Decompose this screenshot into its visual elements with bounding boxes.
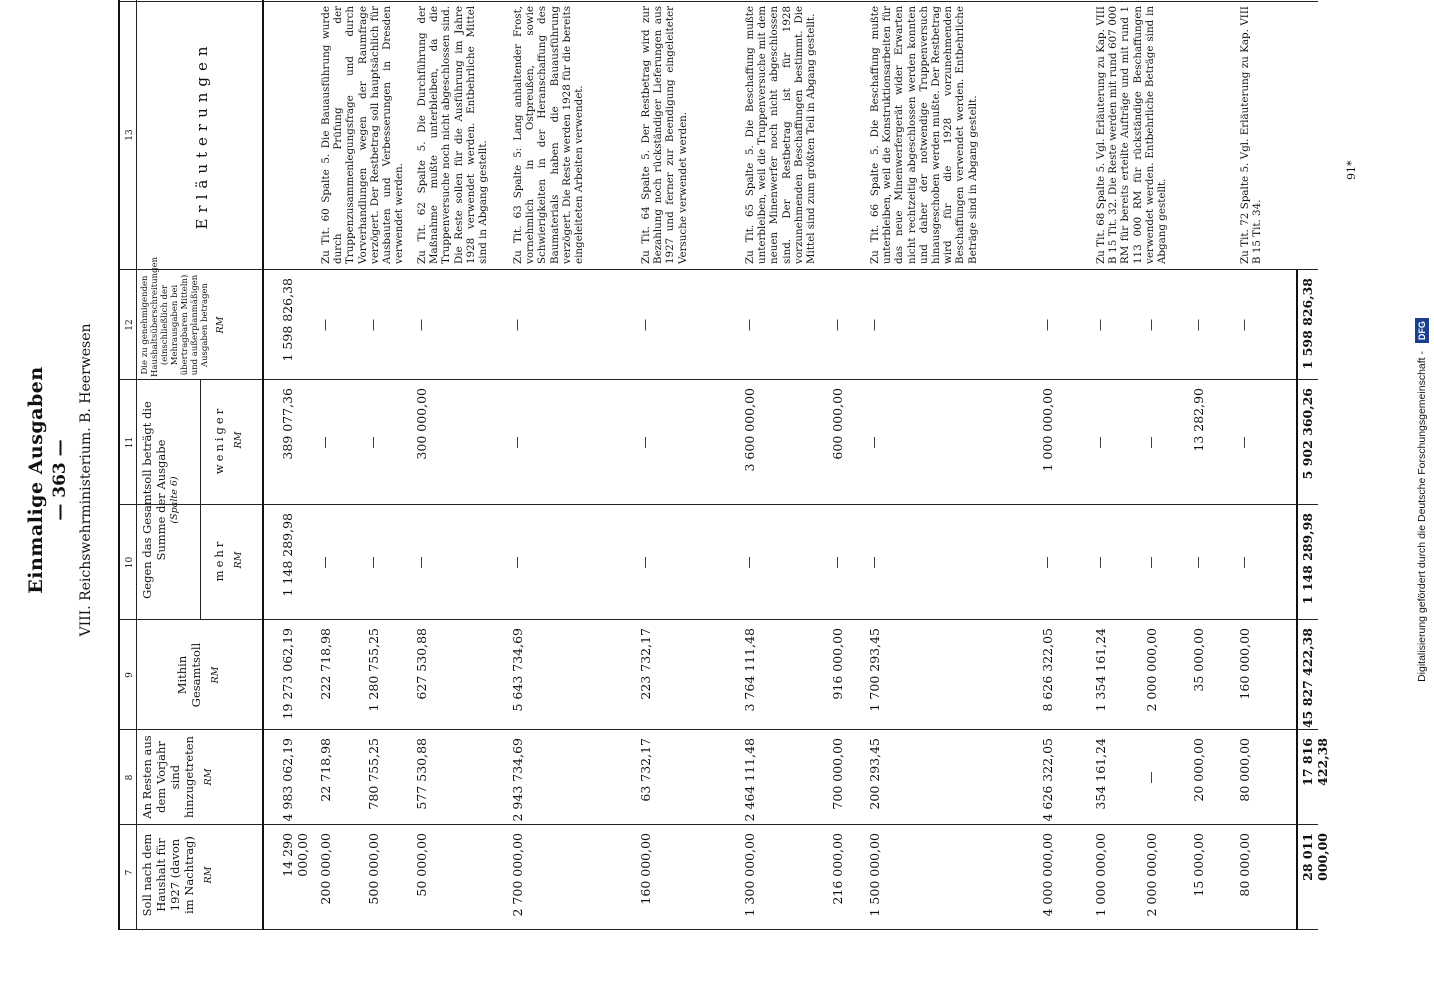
cell-dash: — (1144, 436, 1158, 449)
table-cell: 1 500 000,00 (867, 833, 882, 917)
cell-dash: — (1237, 436, 1251, 449)
table-cell: 600 000,00 (830, 388, 845, 460)
table-cell: 2 943 734,69 (510, 738, 525, 822)
cell-dash: — (1237, 319, 1251, 331)
column-header-gegen-text: Gegen das Gesamtsoll beträgt die Summe der Ausgabe (140, 401, 168, 599)
column-divider (118, 929, 1318, 930)
table-cell: 8 626 322,05 (1040, 628, 1055, 712)
cell-dash: — (318, 436, 332, 449)
unit-label: RM (233, 551, 244, 569)
unit-label: RM (203, 768, 214, 786)
column-number-c7: 7 (125, 869, 135, 876)
column-number-c11: 11 (125, 436, 135, 449)
table-cell: 3 600 000,00 (742, 388, 757, 472)
cell-dash: — (318, 556, 332, 569)
header-num-rule (136, 0, 137, 930)
row-note: Zu Tit. 72 Spalte 5. Vgl. Erläuterung zu Kap. VIII B 15 Tit. 34. (1239, 6, 1264, 264)
cell-dash: — (366, 319, 380, 331)
cell-dash: — (638, 319, 652, 331)
totals-rule (1296, 270, 1298, 930)
table-cell: 160 000,00 (1237, 628, 1252, 700)
table-cell: 916 000,00 (830, 628, 845, 700)
column-divider (118, 504, 1318, 505)
column-divider (118, 269, 1318, 270)
column-header-gesamtsoll (175, 625, 223, 725)
column-number-c12: 12 (125, 319, 135, 331)
table-cell: 389 077,36 (280, 388, 295, 460)
table-cell: 13 282,90 (1191, 388, 1206, 452)
table-cell: 20 000,00 (1191, 738, 1206, 802)
table-cell: 1 598 826,38 (280, 278, 295, 362)
table-cell: 1 148 289,98 (280, 513, 295, 597)
cell-dash: — (742, 319, 756, 331)
column-header-reste-text: An Resten aus dem Vorjahr sind hinzugetreten (140, 735, 196, 819)
row-note: Zu Tit. 64 Spalte 5. Der Restbetrag wird zur Bezahlung noch rückständiger Lieferungen aus 1927 und ferner zur Beendigung eingeleiteter Versuche verwendet werden. (640, 6, 689, 264)
total-cell: 17 816 422,38 (1300, 738, 1330, 786)
column-header-weniger (212, 380, 246, 500)
row-note: Zu Tit. 68 Spalte 5. Vgl. Erläuterung zu Kap. VIII B 15 Tit. 32. Die Reste werden mit rund 607 000 RM für bereits erteilte Aufträge und mit rund 1 113 000 RM für rückständige Beschaffungen verwendet werden. Entbehrliche Beträge sind in Abgang gestellt. (1095, 6, 1169, 264)
table-cell: 1 354 161,24 (1093, 628, 1108, 712)
footer-text: Digitalisierung gefördert durch die Deutsche Forschungsgemeinschaft - (1416, 351, 1428, 682)
cell-dash: — (510, 319, 524, 331)
page-subtitle: VIII. Reichswehrministerium. B. Heerwesen (78, 323, 94, 637)
cell-dash: — (414, 556, 428, 569)
total-cell: 1 598 826,38 (1300, 278, 1315, 370)
table-cell: 1 280 755,25 (366, 628, 381, 712)
cell-dash: — (1093, 436, 1107, 449)
column-header-weniger-text: weniger (212, 405, 226, 475)
cell-dash: — (742, 556, 756, 569)
column-divider (118, 619, 1318, 620)
cell-dash: — (366, 556, 380, 569)
column-number-c10: 10 (125, 556, 135, 569)
column-number-c13: 13 (125, 129, 135, 141)
footer (1410, 0, 1434, 1000)
table-cell: 223 732,17 (638, 628, 653, 700)
cell-dash: — (1144, 556, 1158, 569)
table-cell: 300 000,00 (414, 388, 429, 460)
table-cell: 577 530,88 (414, 738, 429, 810)
table-cell: 200 000,00 (318, 833, 333, 905)
cell-dash: — (1144, 771, 1158, 784)
cell-dash: — (1191, 556, 1205, 569)
table-cell: 4 983 062,19 (280, 738, 295, 822)
cell-dash: — (638, 556, 652, 569)
sub-header-rule (200, 380, 201, 620)
table-cell: 780 755,25 (366, 738, 381, 810)
cell-dash: — (1237, 556, 1251, 569)
column-number-c8: 8 (125, 774, 135, 781)
column-number-c9: 9 (125, 672, 135, 678)
table-cell: 4 000 000,00 (1040, 833, 1055, 917)
cell-dash: — (414, 319, 428, 331)
cell-dash: — (1040, 319, 1054, 331)
column-header-gesamtsoll-text: Mithin Gesamtsoll (175, 642, 203, 708)
table-cell: 5 643 734,69 (510, 628, 525, 712)
table-cell: 15 000,00 (1191, 833, 1206, 897)
table-cell: 2 700 000,00 (510, 833, 525, 917)
cell-dash: — (510, 436, 524, 449)
table-cell: 14 290 000,00 (280, 833, 310, 877)
header-top-rule (118, 0, 120, 930)
cell-dash: — (867, 556, 881, 569)
row-note: Zu Tit. 60 Spalte 5. Die Bauausführung wurde durch Prüfung der Truppenzusammenlegungsfrage und durch Vorverhandlungen wegen der Raumfrage verzögert. Der Restbetrag soll hauptsächlich für Ausbauten und Verbesserungen in Dresden verwendet werden. (320, 6, 406, 264)
unit-label: RM (210, 666, 221, 684)
cell-dash: — (638, 436, 652, 449)
table-cell: 3 764 111,48 (742, 628, 757, 712)
cell-dash: — (318, 319, 332, 331)
row-note: Zu Tit. 66 Spalte 5. Die Beschaffung mußte unterbleiben, weil die Konstruktionsarbeiten für das neue Minenwerfergerät wider Erwarten nicht rechtzeitig abgeschlossen werden konnten und daher der notwendige Truppenversuch hinausgeschoben werden mußte. Der Restbetrag wird für die 1928 vorzunehmenden Beschaffungen verwendet werden. Entbehrliche Beträge sind in Abgang gestellt. (869, 6, 979, 264)
cell-dash: — (1093, 556, 1107, 569)
column-divider (118, 729, 1318, 730)
column-header-mehr (212, 505, 246, 615)
unit-label: RM (215, 316, 226, 334)
row-note: Zu Tit. 62 Spalte 5. Die Durchführung der Maßnahme mußte unterbleiben, da die Truppenversuche noch nicht abgeschlossen sind. Die Reste sollen für die Ausführung im Jahre 1928 verwendet werden. Entbehrliche Mittel sind in Abgang gestellt. (416, 6, 490, 264)
table-cell: 2 000 000,00 (1144, 628, 1159, 712)
cell-dash: — (1093, 319, 1107, 331)
column-header-reste (140, 732, 216, 822)
cell-dash: — (830, 319, 844, 331)
footer-strip (1410, 0, 1434, 1000)
row-note: Zu Tit. 65 Spalte 5. Die Beschaffung mußte unterbleiben, weil die Truppenversuche mit dem neuen Minenwerfer noch nicht abgeschlossen sind. Der Restbetrag ist für 1928 vorzunehmenden Beschaffungen bestimmt. Die Mittel sind zum größten Teil in Abgang gestellt. (744, 6, 818, 264)
table-cell: 2 464 111,48 (742, 738, 757, 822)
page-title: Einmalige Ausgaben (25, 366, 47, 594)
page-mark: 91* (1345, 160, 1358, 180)
column-divider (118, 1, 1318, 2)
total-cell: 45 827 422,38 (1300, 628, 1315, 729)
column-header-ueberschreitungen (140, 256, 226, 377)
column-header-soll-text: Soll nach dem Haushalt für 1927 (davon im Nachtrag) (140, 833, 196, 917)
column-header-ueberschreitungen-text: Die zu genehmigenden Haushaltsüberschreitungen (einschließlich der Mehrausgaben bei übertragbaren Mitteln) und außerplanmäßigen Ausgaben betragen (140, 256, 210, 377)
cell-dash: — (1144, 319, 1158, 331)
column-divider (118, 824, 1318, 825)
column-header-erlaeuterungen: Erläuterungen (193, 40, 211, 230)
unit-label: RM (203, 866, 214, 884)
table-cell: 222 718,98 (318, 628, 333, 700)
total-cell: 28 011 000,00 (1300, 833, 1330, 881)
column-divider (118, 379, 1318, 380)
table-cell: 50 000,00 (414, 833, 429, 897)
table-cell: 35 000,00 (1191, 628, 1206, 692)
cell-dash: — (830, 556, 844, 569)
cell-dash: — (1191, 319, 1205, 331)
table-cell: 19 273 062,19 (280, 628, 295, 720)
total-cell: 5 902 360,26 (1300, 388, 1315, 480)
table-cell: 200 293,45 (867, 738, 882, 810)
dfg-logo: DFG (1415, 318, 1429, 343)
table-cell: 80 000,00 (1237, 738, 1252, 802)
table-cell: 160 000,00 (638, 833, 653, 905)
column-header-gegen-sub: (Spalte 6) (169, 476, 180, 524)
table-cell: 500 000,00 (366, 833, 381, 905)
table-cell: 63 732,17 (638, 738, 653, 802)
table-cell: 22 718,98 (318, 738, 333, 802)
column-header-gegen (140, 385, 182, 615)
table-cell: 216 000,00 (830, 833, 845, 905)
table-cell: 1 700 293,45 (867, 628, 882, 712)
cell-dash: — (1040, 556, 1054, 569)
cell-dash: — (867, 436, 881, 449)
header-bottom-rule (262, 0, 264, 930)
unit-label: RM (233, 431, 244, 449)
column-header-soll (140, 830, 216, 920)
table-cell: 1 000 000,00 (1040, 388, 1055, 472)
cell-dash: — (510, 556, 524, 569)
table-cell: 1 000 000,00 (1093, 833, 1108, 917)
table-cell: 4 626 322,05 (1040, 738, 1055, 822)
page-number: — 363 — (50, 439, 70, 521)
table-cell: 700 000,00 (830, 738, 845, 810)
table-cell: 80 000,00 (1237, 833, 1252, 897)
cell-dash: — (366, 436, 380, 449)
table-cell: 1 300 000,00 (742, 833, 757, 917)
table-cell: 627 530,88 (414, 628, 429, 700)
row-note: Zu Tit. 63 Spalte 5: Lang anhaltender Frost, vornehmlich in Ostpreußen, sowie Schwierigkeiten in der Heranschaffung des Baumaterials haben die Bauausführung verzögert. Die Reste werden 1928 für die bereits eingeleiteten Arbeiten verwendet. (512, 6, 586, 264)
column-header-mehr-text: mehr (212, 538, 226, 582)
table-cell: 2 000 000,00 (1144, 833, 1159, 917)
cell-dash: — (867, 319, 881, 331)
table-cell: 354 161,24 (1093, 738, 1108, 810)
total-cell: 1 148 289,98 (1300, 513, 1315, 605)
